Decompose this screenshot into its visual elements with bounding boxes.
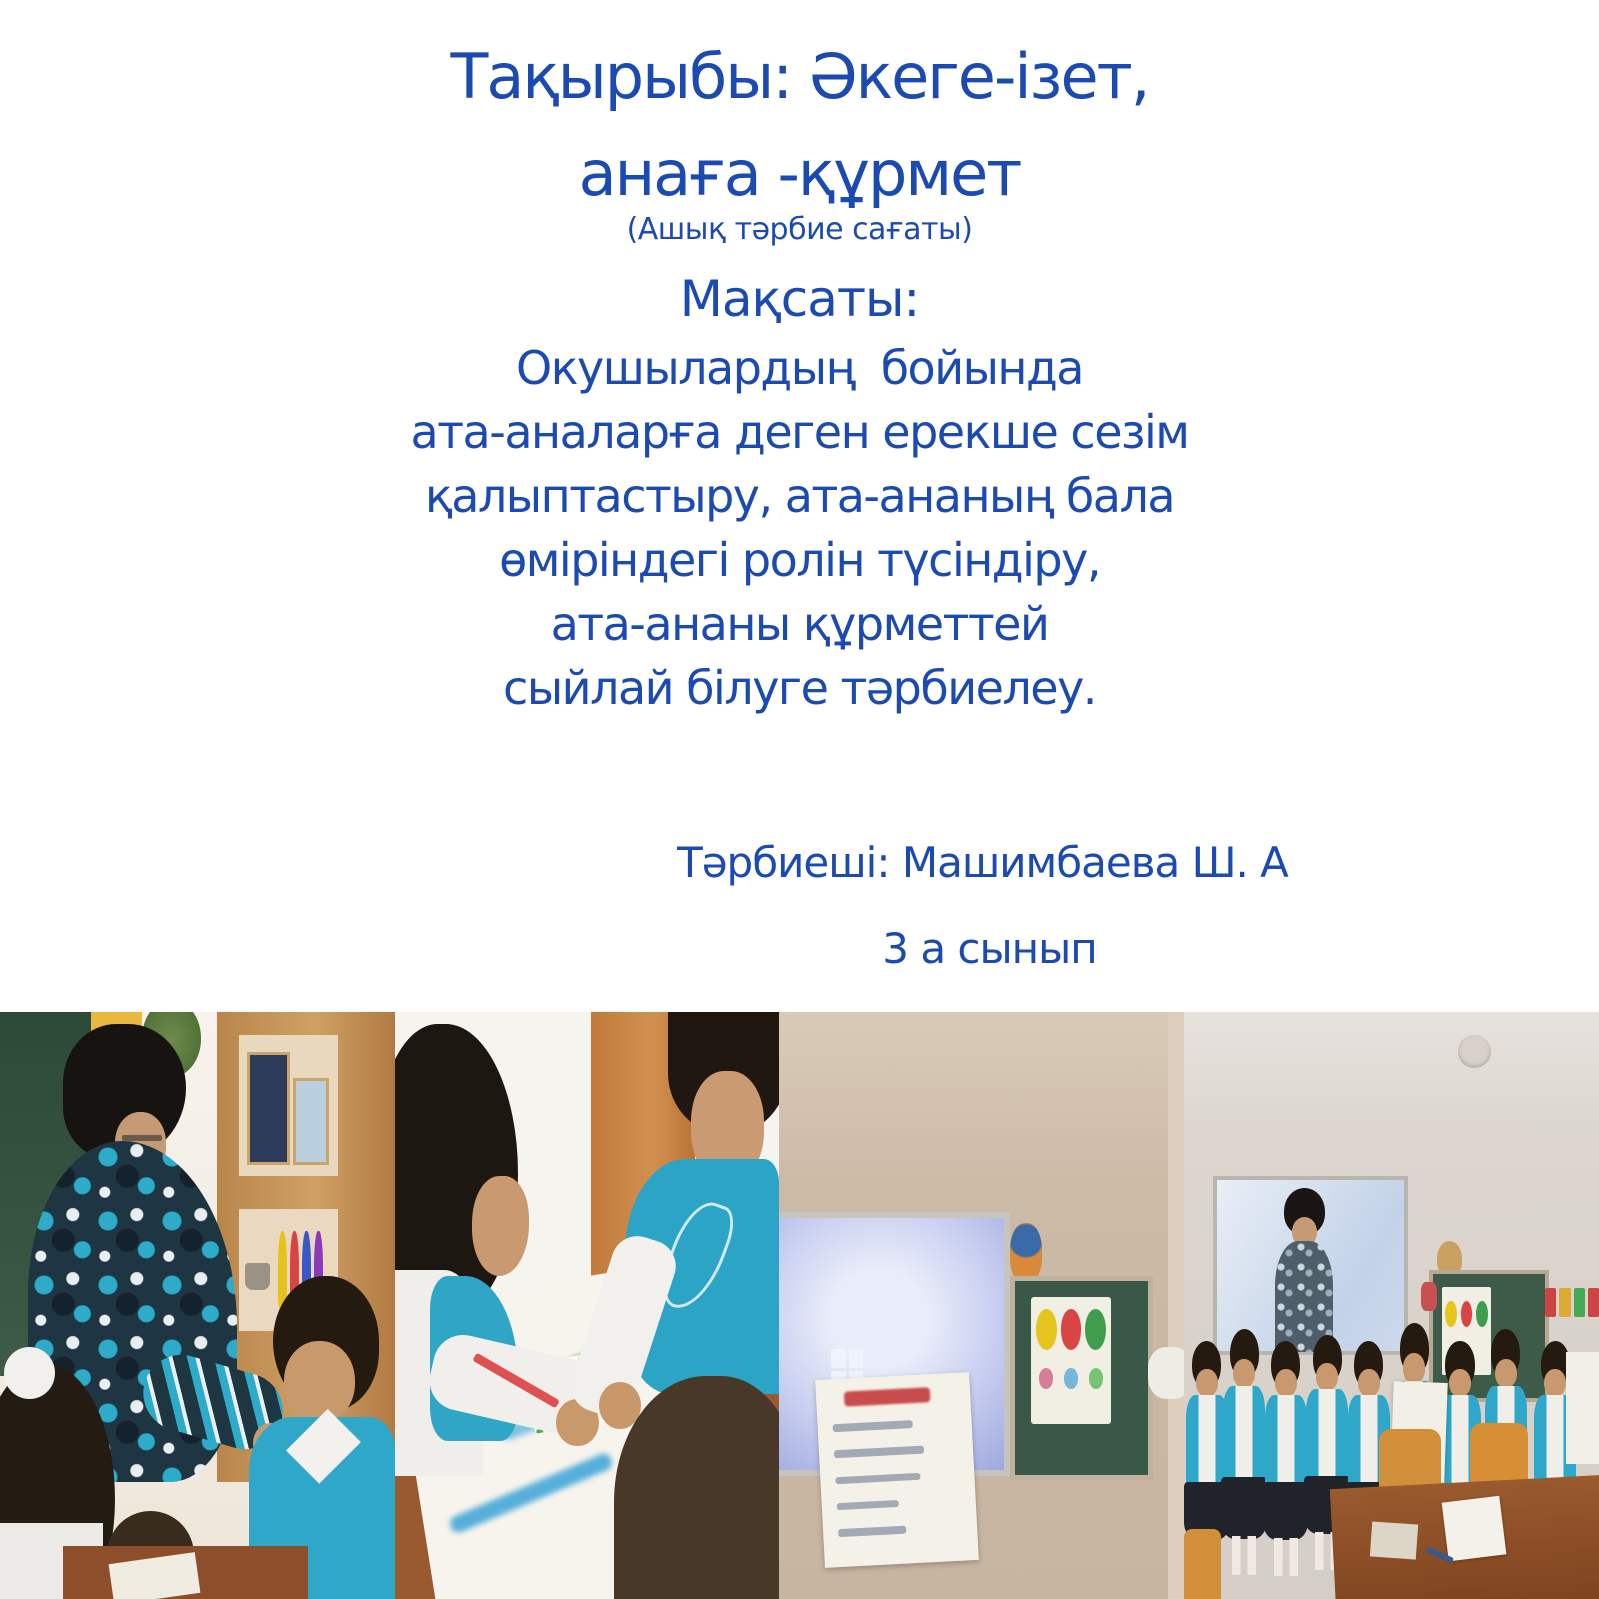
teacher-glasses — [122, 1135, 162, 1141]
goal-heading: Мақсаты: — [679, 270, 920, 328]
photo-collage — [0, 1012, 1599, 1599]
photo-teacher-helping-students — [0, 1012, 395, 1599]
picture-frame — [247, 1052, 291, 1165]
photo-boys-presenting-poster — [779, 1012, 1184, 1599]
circle-green — [1476, 1301, 1488, 1328]
circle-yellow — [1036, 1309, 1057, 1350]
pupil-girl — [1221, 1329, 1267, 1576]
orange-chair — [1184, 1529, 1221, 1599]
poster-list-line — [837, 1500, 899, 1511]
circle-green — [1085, 1309, 1106, 1350]
traffic-light-poster — [1031, 1297, 1111, 1425]
white-name-card — [1442, 1496, 1507, 1561]
poster-title-red — [843, 1387, 930, 1407]
poster-list-line — [832, 1420, 912, 1432]
subtitle: (Ашық тәрбие сағаты) — [626, 212, 973, 247]
cartoon-figure — [1010, 1223, 1042, 1282]
orange-chair — [1470, 1423, 1528, 1488]
goal-line: өміріндегі ролін түсіндіру, — [499, 533, 1100, 587]
wall-corner — [1168, 1012, 1184, 1599]
pupil-girl — [1263, 1341, 1309, 1576]
girl-face — [472, 1176, 530, 1276]
oval-blue — [1064, 1368, 1078, 1388]
oval-green — [1089, 1368, 1103, 1388]
oval-pink — [1039, 1368, 1053, 1388]
goal-line: сыйлай білуге тәрбиелеу. — [503, 661, 1096, 715]
goal-line: Окушылардың бойында — [516, 341, 1083, 395]
train-garland — [1545, 1288, 1599, 1317]
basket — [245, 1263, 271, 1290]
goal-text — [0, 336, 1599, 720]
circle-yellow — [1445, 1301, 1457, 1328]
circle-red — [1061, 1309, 1082, 1350]
cinquain-poster — [815, 1372, 979, 1568]
smoke-detector — [1458, 1035, 1491, 1067]
teacher-credit: Тәрбиеші: Машимбаева Ш. А — [677, 838, 1288, 887]
class-label: 3 а сынып — [882, 924, 1097, 973]
poster-list-line — [838, 1526, 906, 1537]
held-poster — [1566, 1352, 1599, 1464]
title-line-1: Тақырыбы: Әкеге-ізет, — [450, 40, 1149, 113]
poster-list-line — [835, 1472, 920, 1484]
picture-frame — [293, 1078, 329, 1166]
goal-line: қалыптастыру, ата-ананың бала — [424, 469, 1175, 523]
title-line-2: анаға -құрмет — [578, 137, 1021, 210]
boy-face — [284, 1341, 355, 1423]
page-title — [0, 28, 1599, 222]
photo-students-writing — [395, 1012, 779, 1599]
papers — [1370, 1521, 1418, 1559]
sink — [1148, 1347, 1184, 1400]
photo-class-group — [1184, 1012, 1599, 1599]
circle-red — [1461, 1301, 1473, 1328]
goal-line: ата-ананы құрметтей — [550, 597, 1049, 651]
green-board — [1010, 1276, 1154, 1480]
shelf-compartment — [239, 1035, 339, 1176]
poster-list-line — [834, 1446, 924, 1458]
goal-line: ата-аналарға деген ерекше сезім — [410, 405, 1189, 459]
wall-art — [1421, 1282, 1438, 1311]
